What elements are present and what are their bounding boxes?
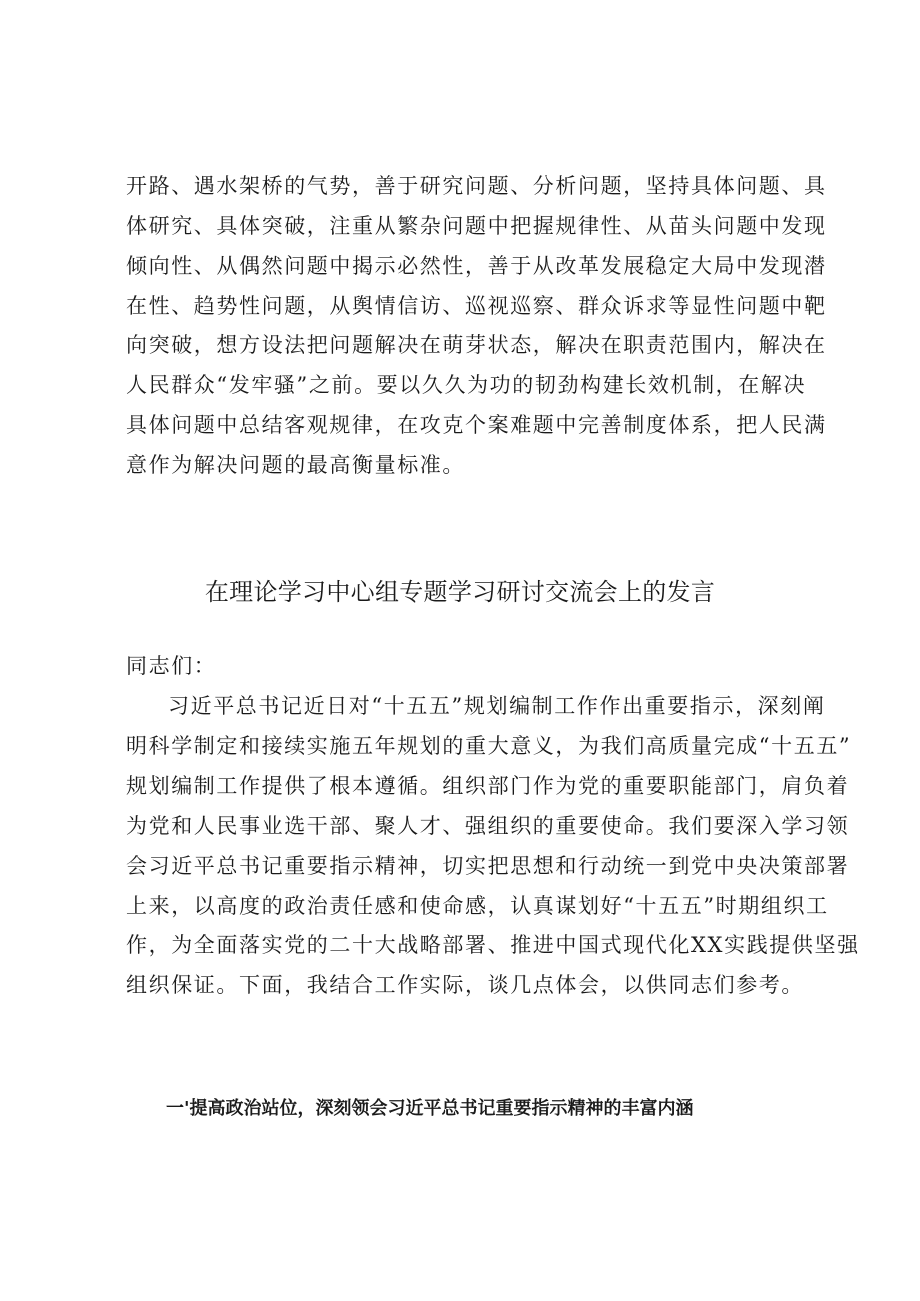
paragraph-line: 上来，以高度的政治责任感和使命感，认真谋划好“十五五”时期组织工 [126,894,829,918]
paragraph-line: 开路、遇水架桥的气势，善于研究问题、分析问题，坚持具体问题、具 [126,174,827,198]
paragraph-line: 组织保证。下面，我结合工作实际，谈几点体会，以供同志们参考。 [126,973,804,997]
paragraph-line: 向突破，想方设法把问题解决在萌芽状态，解决在职责范围内，解决在 [126,333,827,357]
paragraph-line: 体研究、具体突破，注重从繁杂问题中把握规律性、从苗头问题中发现 [126,214,827,238]
salutation: 同志们： [126,654,217,678]
paragraph-line: 意作为解决问题的最高衡量标准。 [126,453,465,477]
paragraph-line: 作，为全面落实党的二十大战略部署、推进中国式现代化XX实践提供坚强 [126,933,860,957]
paragraph-line: 具体问题中总结客观规律，在攻克个案难题中完善制度体系，把人民满 [126,413,827,437]
paragraph-line: 明科学制定和接续实施五年规划的重大意义，为我们高质量完成“十五五” [126,734,852,758]
paragraph-line: 习近平总书记近日对“十五五”规划编制工作作出重要指示，深刻阐 [168,694,826,718]
paragraph-line: 在性、趋势性问题，从舆情信访、巡视巡察、群众诉求等显性问题中靶 [126,294,827,318]
paragraph-line: 规划编制工作提供了根本遵循。组织部门作为党的重要职能部门，肩负着 [126,774,850,798]
paragraph-line: 为党和人民事业选干部、聚人才、强组织的重要使命。我们要深入学习领 [126,814,850,838]
speech-title: 在理论学习中心组专题学习研讨交流会上的发言 [204,578,716,606]
paragraph-line: 倾向性、从偶然问题中揭示必然性，善于从改革发展稳定大局中发现潜 [126,254,827,278]
section-heading: 一'提高政治站位，深刻领会习近平总书记重要指示精神的丰富内涵 [166,1098,694,1119]
paragraph-line: 会习近平总书记重要指示精神，切实把思想和行动统一到党中央决策部署 [126,854,850,878]
paragraph-line: 人民群众“发牢骚”之前。要以久久为功的韧劲构建长效机制，在解决 [126,373,807,397]
